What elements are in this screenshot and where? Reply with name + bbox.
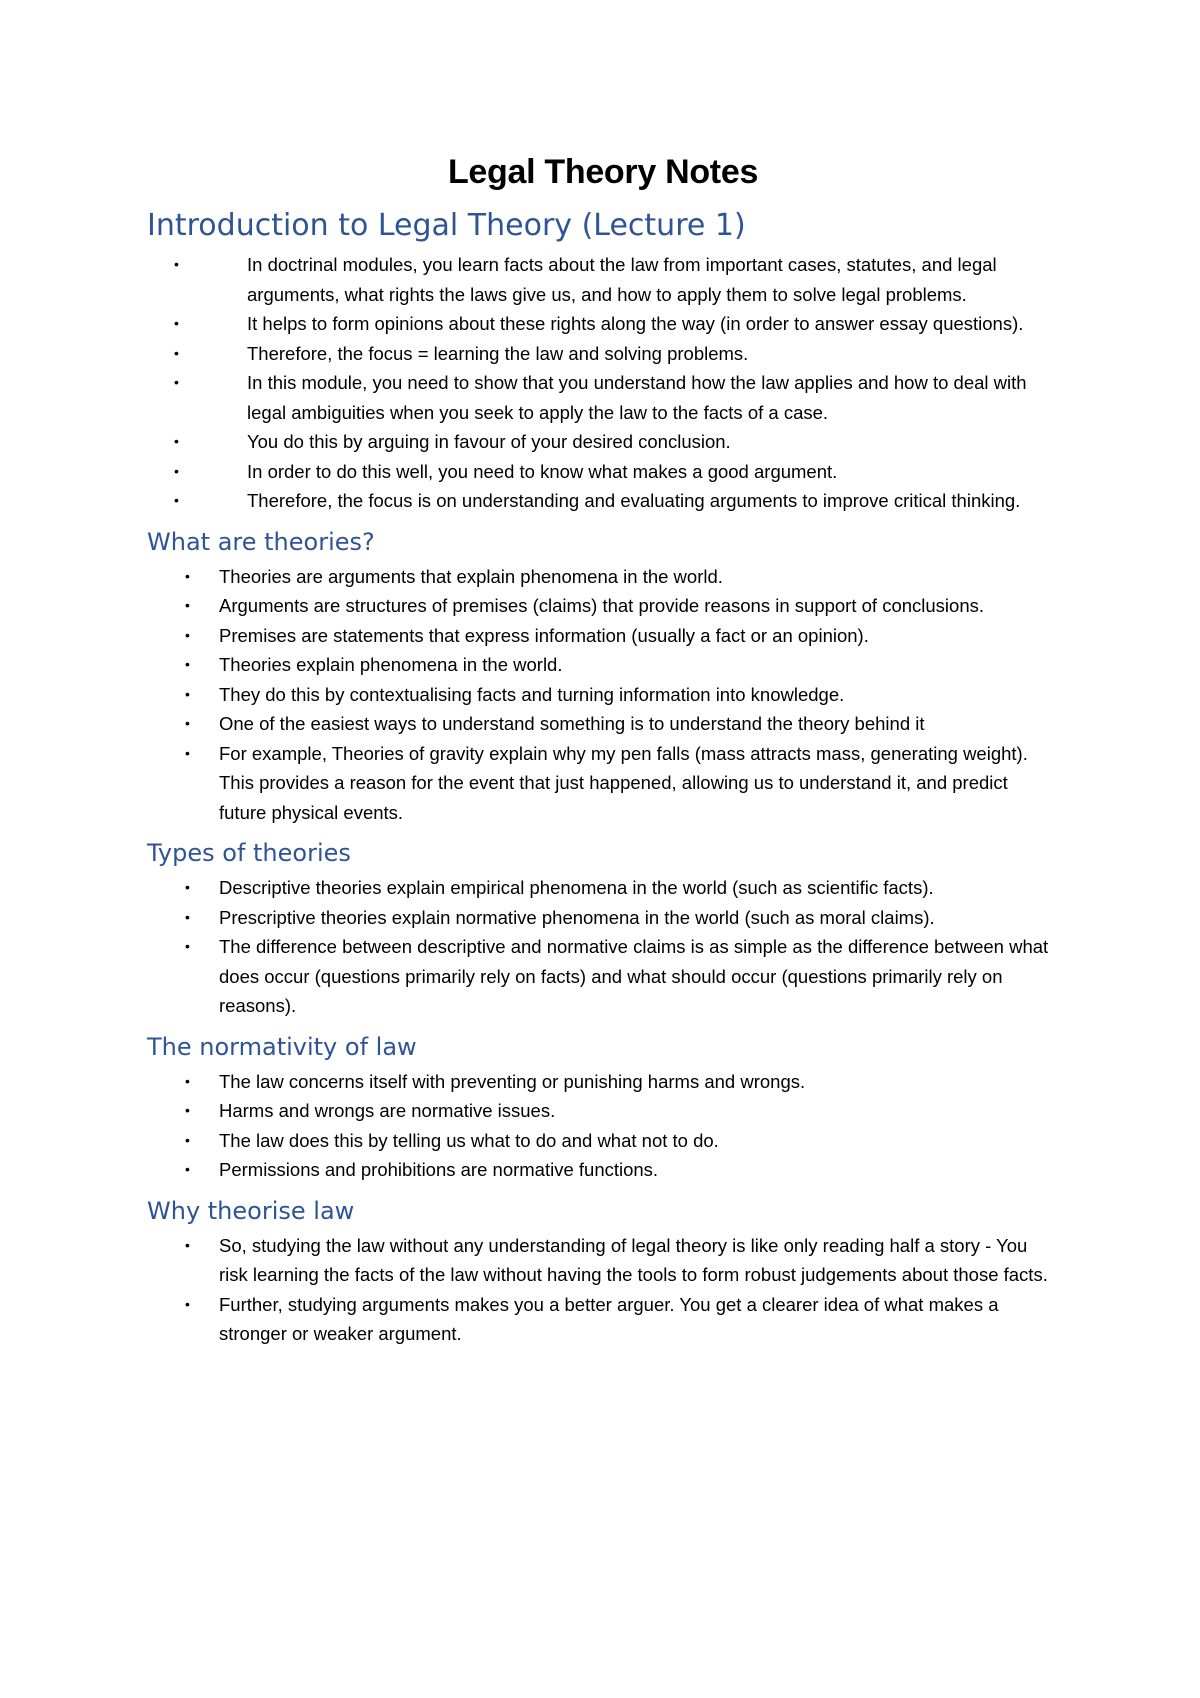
list-item-text: You do this by arguing in favour of your desired conclusion.	[247, 431, 731, 452]
bullet-list	[147, 250, 1059, 516]
bullet-icon: •	[185, 1295, 190, 1312]
bullet-icon: •	[185, 567, 190, 584]
bullet-icon: •	[185, 715, 190, 731]
bullet-icon: •	[174, 462, 179, 479]
list-item	[147, 309, 1059, 339]
list-item-text: Theories are arguments that explain phenomena in the world.	[219, 565, 723, 587]
list-item	[147, 368, 1059, 427]
bullet-icon: •	[174, 344, 179, 361]
list-item	[147, 1290, 1059, 1349]
bullet-icon: •	[174, 315, 179, 331]
list-item-text: They do this by contextualising facts and turning information into knowledge.	[219, 683, 845, 705]
list-item-text: Therefore, the focus = learning the law and solving problems.	[247, 342, 749, 364]
bullet-list	[147, 1067, 1059, 1185]
list-item-text: In this module, you need to show that you understand how the law applies and how to deal with legal ambiguities when you seek to apply the law to the facts of a case.	[247, 372, 1027, 423]
bullet-icon: •	[185, 597, 190, 613]
section-heading: Types of theories	[147, 839, 351, 867]
list-item	[147, 591, 1059, 621]
bullet-icon: •	[185, 908, 190, 925]
section-heading: The normativity of law	[147, 1032, 417, 1061]
bullet-icon: •	[174, 374, 179, 390]
list-item	[147, 903, 1059, 933]
bullet-list	[147, 873, 1059, 1021]
section-types-of-theories	[147, 837, 1059, 1021]
list-item	[147, 427, 1059, 457]
list-item-text: Arguments are structures of premises (claims) that provide reasons in support of conclusions.	[219, 595, 984, 616]
list-item	[147, 709, 1059, 739]
list-item	[147, 1067, 1059, 1097]
list-item	[147, 250, 1059, 309]
list-item-text: Theories explain phenomena in the world.	[219, 654, 563, 675]
list-item	[147, 562, 1059, 592]
bullet-icon: •	[185, 1072, 190, 1089]
section-what-are-theories	[147, 526, 1059, 828]
list-item-text: So, studying the law without any understanding of legal theory is like only reading half a story - You risk learning the facts of the law without having the tools to form robust judgements about those facts.	[219, 1234, 1048, 1285]
bullet-icon: •	[174, 256, 179, 272]
list-item-text: The law does this by telling us what to do and what not to do.	[219, 1129, 719, 1151]
list-item-text: In order to do this well, you need to know what makes a good argument.	[247, 460, 838, 482]
list-item	[147, 457, 1059, 487]
list-item-text: Further, studying arguments makes you a better arguer. You get a clearer idea of what makes a stronger or weaker argument.	[219, 1293, 999, 1344]
bullet-icon: •	[185, 1102, 190, 1118]
section-normativity-of-law	[147, 1031, 1059, 1185]
section-introduction	[147, 206, 1059, 516]
list-item-text: The law concerns itself with preventing or punishing harms and wrongs.	[219, 1070, 806, 1092]
list-item-text: Permissions and prohibitions are normative functions.	[219, 1159, 659, 1180]
list-item-text: Therefore, the focus is on understanding and evaluating arguments to improve critical thinking.	[247, 490, 1021, 511]
list-item-text: Harms and wrongs are normative issues.	[219, 1100, 556, 1121]
bullet-icon: •	[174, 433, 179, 449]
section-heading: Introduction to Legal Theory (Lecture 1)	[147, 208, 746, 243]
list-item-text: For example, Theories of gravity explain why my pen falls (mass attracts mass, generating weight). This provides a reason for the event that just happened, allowing us to understand it, and predict future physical events.	[219, 742, 1028, 823]
bullet-list	[147, 562, 1059, 828]
bullet-icon: •	[185, 744, 190, 761]
list-item	[147, 339, 1059, 369]
list-item-text: The difference between descriptive and normative claims is as simple as the difference between what does occur (questions primarily rely on facts) and what should occur (questions primarily rely on reasons).	[219, 936, 1049, 1016]
document-body	[147, 148, 1059, 1349]
list-item-text: Premises are statements that express information (usually a fact or an opinion).	[219, 624, 869, 646]
bullet-icon: •	[185, 1236, 190, 1253]
list-item	[147, 621, 1059, 651]
list-item-text: Descriptive theories explain empirical phenomena in the world (such as scientific facts).	[219, 877, 934, 898]
bullet-icon: •	[185, 1161, 190, 1177]
bullet-list	[147, 1231, 1059, 1349]
list-item	[147, 873, 1059, 903]
list-item	[147, 650, 1059, 680]
list-item	[147, 1155, 1059, 1185]
bullet-icon: •	[185, 879, 190, 895]
list-item	[147, 1126, 1059, 1156]
section-heading: Why theorise law	[147, 1196, 355, 1225]
bullet-icon: •	[185, 626, 190, 643]
list-item-text: In doctrinal modules, you learn facts about the law from important cases, statutes, and legal arguments, what rights the laws give us, and how to apply them to solve legal problems.	[247, 254, 997, 305]
list-item	[147, 1096, 1059, 1126]
list-item-text: It helps to form opinions about these rights along the way (in order to answer essay questions).	[247, 313, 1024, 334]
bullet-icon: •	[185, 938, 190, 954]
bullet-icon: •	[185, 656, 190, 672]
list-item	[147, 680, 1059, 710]
section-why-theorise-law	[147, 1195, 1059, 1349]
bullet-icon: •	[185, 685, 190, 702]
bullet-icon: •	[185, 1131, 190, 1148]
document-title: Legal Theory Notes	[447, 153, 759, 191]
list-item-text: One of the easiest ways to understand something is to understand the theory behind it	[219, 713, 925, 734]
section-heading: What are theories?	[147, 527, 375, 556]
list-item	[147, 739, 1059, 828]
list-item	[147, 932, 1059, 1021]
list-item	[147, 486, 1059, 516]
bullet-icon: •	[174, 492, 179, 508]
list-item	[147, 1231, 1059, 1290]
list-item-text: Prescriptive theories explain normative phenomena in the world (such as moral claims).	[219, 906, 935, 928]
